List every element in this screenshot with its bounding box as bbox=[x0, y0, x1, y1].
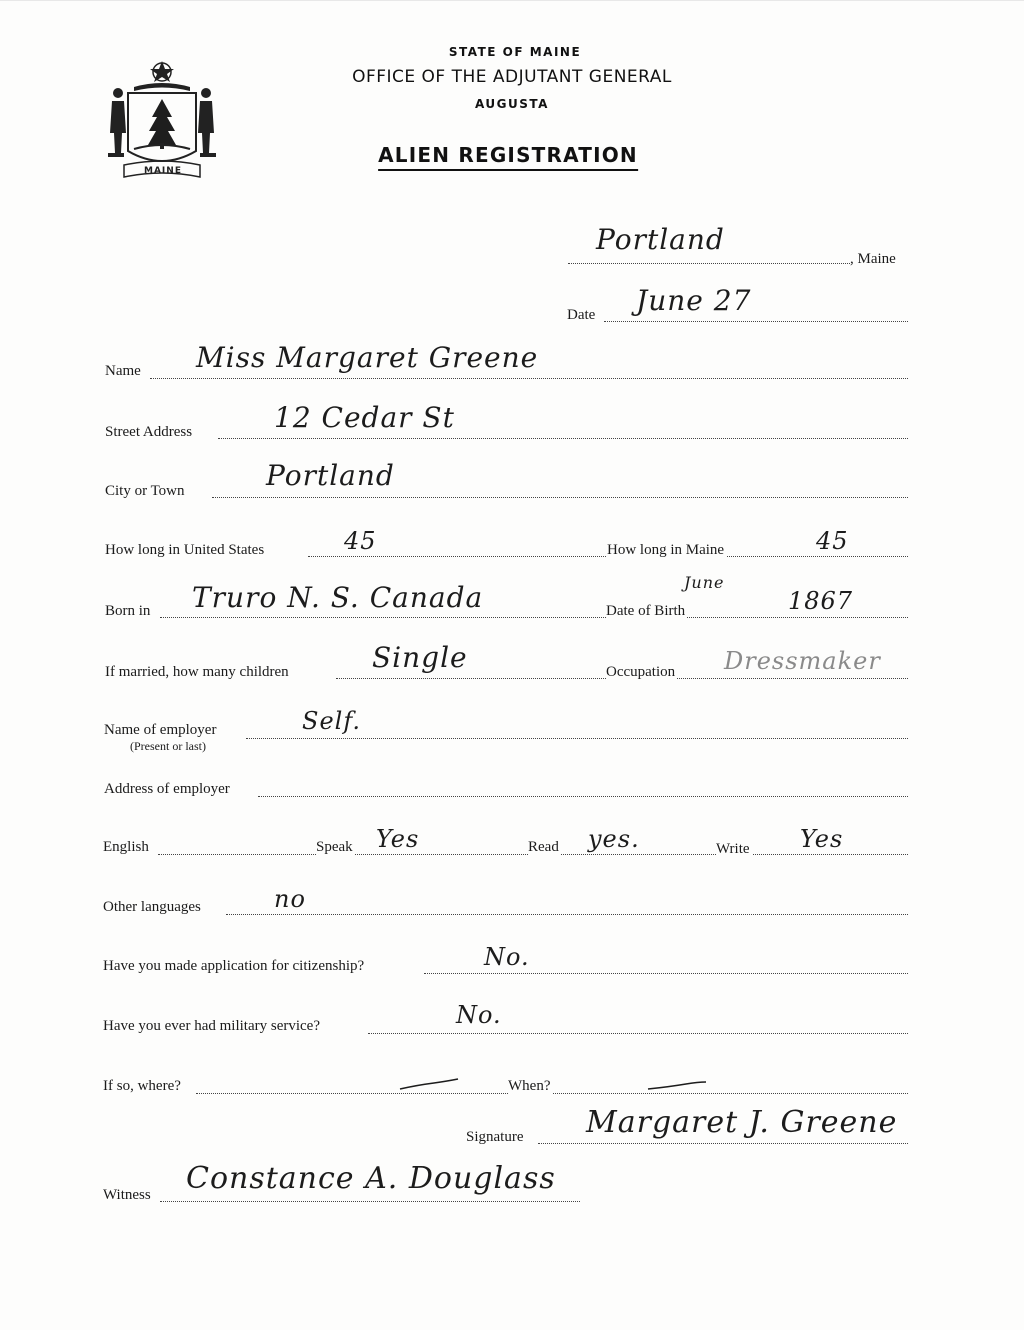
name-line bbox=[150, 378, 908, 379]
place-label: , Maine bbox=[850, 251, 896, 267]
maine-duration-value[interactable]: 45 bbox=[816, 527, 849, 555]
employer-sublabel: (Present or last) bbox=[130, 739, 206, 753]
other-languages-label: Other languages bbox=[103, 899, 201, 915]
city-value[interactable]: Portland bbox=[266, 459, 395, 492]
employer-address-label: Address of employer bbox=[104, 781, 230, 797]
street-line bbox=[218, 438, 908, 439]
born-line bbox=[160, 617, 908, 618]
date-value[interactable]: June 27 bbox=[636, 284, 752, 317]
where-label: If so, where? bbox=[103, 1078, 181, 1094]
name-label: Name bbox=[105, 363, 141, 379]
military-value[interactable]: No. bbox=[456, 1001, 502, 1029]
street-label: Street Address bbox=[105, 424, 193, 440]
header-office: OFFICE OF THE ADJUTANT GENERAL bbox=[352, 67, 672, 87]
other-languages-value[interactable]: no bbox=[274, 885, 306, 913]
children-label: If married, how many children bbox=[105, 664, 289, 680]
place-line bbox=[568, 263, 850, 264]
employer-value[interactable]: Self. bbox=[302, 707, 361, 735]
us-duration-label: How long in United States bbox=[105, 542, 265, 558]
dob-label: Date of Birth bbox=[606, 603, 686, 619]
dob-month-value[interactable]: June bbox=[684, 573, 725, 592]
occupation-label: Occupation bbox=[606, 664, 676, 680]
read-label: Read bbox=[528, 839, 559, 855]
employer-line bbox=[246, 738, 908, 739]
name-value[interactable]: Miss Margaret Greene bbox=[196, 341, 539, 374]
speak-value[interactable]: Yes bbox=[376, 825, 420, 853]
us-duration-value[interactable]: 45 bbox=[344, 527, 377, 555]
children-value[interactable]: Single bbox=[372, 641, 468, 674]
date-line bbox=[604, 321, 908, 322]
city-line bbox=[212, 497, 908, 498]
date-label: Date bbox=[567, 307, 596, 323]
form-title: ALIEN REGISTRATION bbox=[378, 143, 638, 171]
signature-line bbox=[538, 1143, 908, 1144]
when-label: When? bbox=[508, 1078, 551, 1094]
street-value[interactable]: 12 Cedar St bbox=[274, 401, 455, 434]
citizenship-label: Have you made application for citizenship? bbox=[103, 958, 365, 974]
speak-label: Speak bbox=[316, 839, 353, 855]
header-state: STATE OF MAINE bbox=[448, 45, 582, 59]
military-label: Have you ever had military service? bbox=[103, 1018, 320, 1034]
signature-label: Signature bbox=[466, 1129, 524, 1145]
employer-label: Name of employer bbox=[104, 722, 217, 738]
place-value[interactable]: Portland bbox=[596, 223, 725, 256]
where-dash-mark bbox=[398, 1075, 462, 1095]
witness-line bbox=[160, 1201, 580, 1202]
when-dash-mark bbox=[646, 1075, 710, 1095]
write-value[interactable]: Yes bbox=[800, 825, 844, 853]
signature-value[interactable]: Margaret J. Greene bbox=[586, 1105, 898, 1140]
military-line bbox=[368, 1033, 908, 1034]
header-city: AUGUSTA bbox=[475, 97, 549, 111]
english-label: English bbox=[103, 839, 149, 855]
seal-banner-text: MAINE bbox=[144, 166, 182, 176]
maine-duration-label: How long in Maine bbox=[607, 542, 725, 558]
citizenship-line bbox=[424, 973, 908, 974]
witness-value[interactable]: Constance A. Douglass bbox=[186, 1161, 556, 1196]
born-in-label: Born in bbox=[105, 603, 151, 619]
city-label: City or Town bbox=[105, 483, 185, 499]
born-in-value[interactable]: Truro N. S. Canada bbox=[192, 581, 484, 614]
occupation-value[interactable]: Dressmaker bbox=[724, 647, 881, 675]
read-value[interactable]: yes. bbox=[588, 825, 640, 853]
write-label: Write bbox=[716, 841, 750, 857]
citizenship-value[interactable]: No. bbox=[484, 943, 530, 971]
employer-address-line bbox=[258, 796, 908, 797]
witness-label: Witness bbox=[103, 1187, 151, 1203]
dob-year-value[interactable]: 1867 bbox=[788, 587, 854, 615]
other-languages-line bbox=[226, 914, 908, 915]
